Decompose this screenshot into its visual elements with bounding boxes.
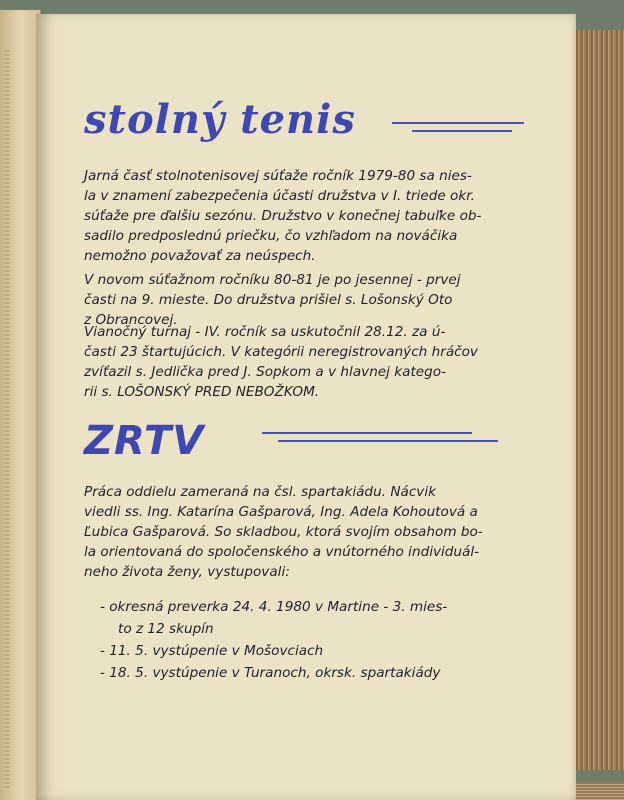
heading-underline-1 (392, 122, 524, 124)
list-item: - 11. 5. vystúpenie v Mošovciach (100, 643, 324, 659)
book-page-stack-right (574, 30, 624, 770)
heading-stolny-tenis: stolný tenis (84, 96, 356, 143)
text-line: nemožno považovať za neúspech. (84, 248, 316, 264)
text-line: Vianočný turnaj - IV. ročník sa uskutočnil 28.12. za ú- (84, 324, 446, 340)
list-item: - okresná preverka 24. 4. 1980 v Martine - 3. mies- (100, 599, 448, 615)
text-line: la orientovaná do spoločenského a vnútorného individuál- (84, 544, 480, 560)
text-line: V novom súťažnom ročníku 80-81 je po jesennej - prvej (84, 272, 461, 288)
text-line: Jarná časť stolnotenisovej súťaže ročník 1979-80 sa nies- (84, 168, 472, 184)
text-line: neho života ženy, vystupovali: (84, 564, 290, 580)
text-line: rii s. LOŠONSKÝ PRED NEBOŽKOM. (84, 384, 320, 400)
text-line: zvíťazil s. Jedlička pred J. Sopkom a v hlavnej katego- (84, 364, 447, 380)
zrtv-event-list (100, 596, 540, 684)
heading-underline-3 (262, 432, 472, 434)
zrtv-paragraph (84, 482, 534, 582)
left-page-fore-edge (4, 50, 10, 790)
tennis-paragraph-1 (84, 166, 534, 266)
tennis-paragraph-2 (84, 270, 534, 330)
heading-zrtv: ZRTV (84, 418, 205, 464)
text-line: časti 23 štartujúcich. V kategórii neregistrovaných hráčov (84, 344, 478, 360)
left-page-edge (0, 10, 41, 800)
text-line: z Obrancovej. (84, 312, 178, 328)
text-line: sadilo predposlednú priečku, čo vzhľadom na nováčika (84, 228, 458, 244)
list-item: - 18. 5. vystúpenie v Turanoch, okrsk. spartakiády (100, 665, 441, 681)
heading-underline-4 (278, 440, 498, 442)
text-line: súťaže pre ďalšiu sezónu. Družstvo v konečnej tabuľke ob- (84, 208, 482, 224)
text-line: la v znamení zabezpečenia účasti družstva v I. triede okr. (84, 188, 475, 204)
heading-underline-2 (412, 130, 512, 132)
list-item-continuation: to z 12 skupín (118, 621, 214, 637)
tennis-paragraph-3 (84, 322, 534, 402)
text-line: Práca oddielu zameraná na čsl. spartakiádu. Nácvik (84, 484, 436, 500)
text-line: časti na 9. mieste. Do družstva prišiel s. Lošonský Oto (84, 292, 453, 308)
text-line: viedli ss. Ing. Katarína Gašparová, Ing. Adela Kohoutová a (84, 504, 478, 520)
text-line: Ľubica Gašparová. So skladbou, ktorá svojím obsahom bo- (84, 524, 483, 540)
